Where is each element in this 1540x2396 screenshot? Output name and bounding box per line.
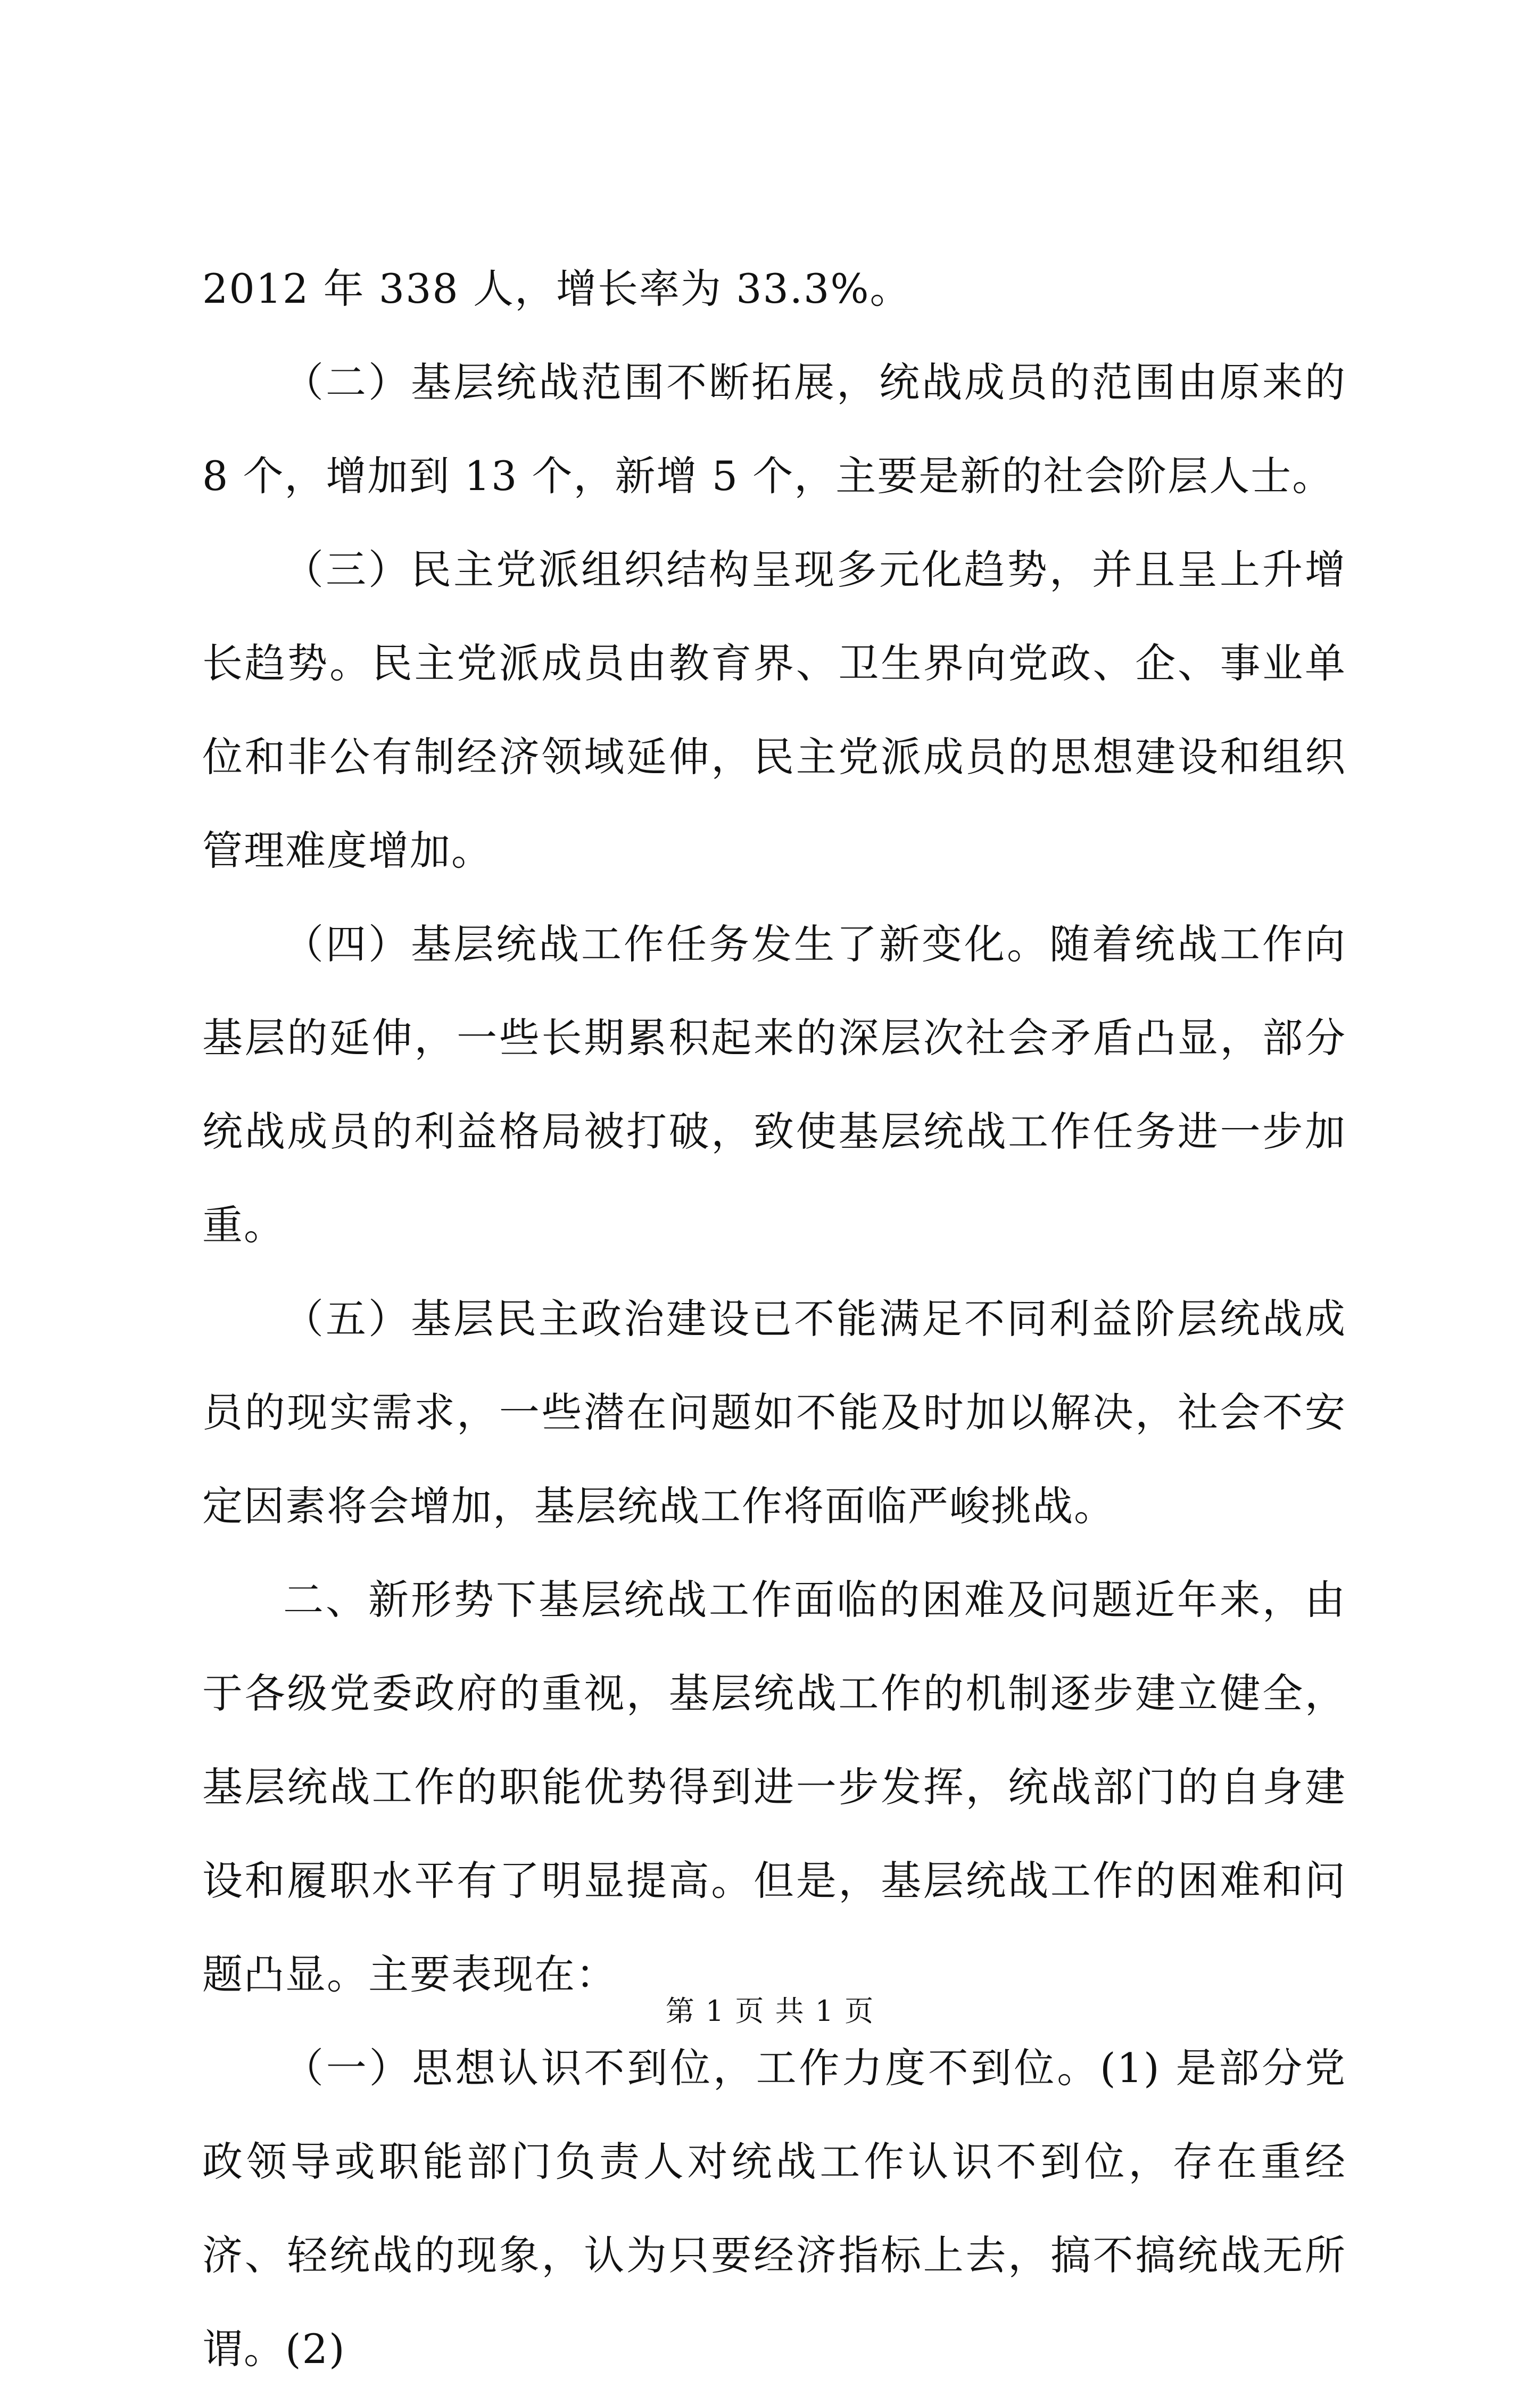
paragraph-1: 2012 年 338 人，增长率为 33.3%。 [202, 265, 912, 312]
paragraph-2: （二）基层统战范围不断拓展，统战成员的范围由原来的 8 个，增加到 13 个，新增 5 个，主要是新的社会阶层人士。 [202, 359, 1346, 500]
paragraph-4: （四）基层统战工作任务发生了新变化。随着统战工作向基层的延伸，一些长期累积起来的深层次社会矛盾凸显，部分统战成员的利益格局被打破，致使基层统战工作任务进一步加重。 [202, 921, 1346, 1249]
paragraph-3: （三）民主党派组织结构呈现多元化趋势，并且呈上升增长趋势。民主党派成员由教育界、卫生界向党政、企、事业单位和非公有制经济领域延伸，民主党派成员的思想建设和组织管理难度增加。 [202, 546, 1346, 874]
page-footer: 第 1 页 共 1 页 [665, 1994, 875, 2028]
paragraph-7: （一）思想认识不到位，工作力度不到位。(1) 是部分党政领导或职能部门负责人对统战工作认识不到位，存在重经济、轻统战的现象，认为只要经济指标上去，搞不搞统战无所谓。(2) [202, 2044, 1346, 2373]
paragraph-5: （五）基层民主政治建设已不能满足不同利益阶层统战成员的现实需求，一些潜在问题如不能及时加以解决，社会不安定因素将会增加，基层统战工作将面临严峻挑战。 [202, 1295, 1346, 1530]
paragraph-6: 二、新形势下基层统战工作面临的困难及问题近年来，由于各级党委政府的重视，基层统战工作的机制逐步建立健全，基层统战工作的职能优势得到进一步发挥，统战部门的自身建设和履职水平有了明显提高。但是，基层统战工作的困难和问题凸显。主要表现在： [202, 1576, 1346, 1998]
document-body [202, 242, 1346, 2396]
